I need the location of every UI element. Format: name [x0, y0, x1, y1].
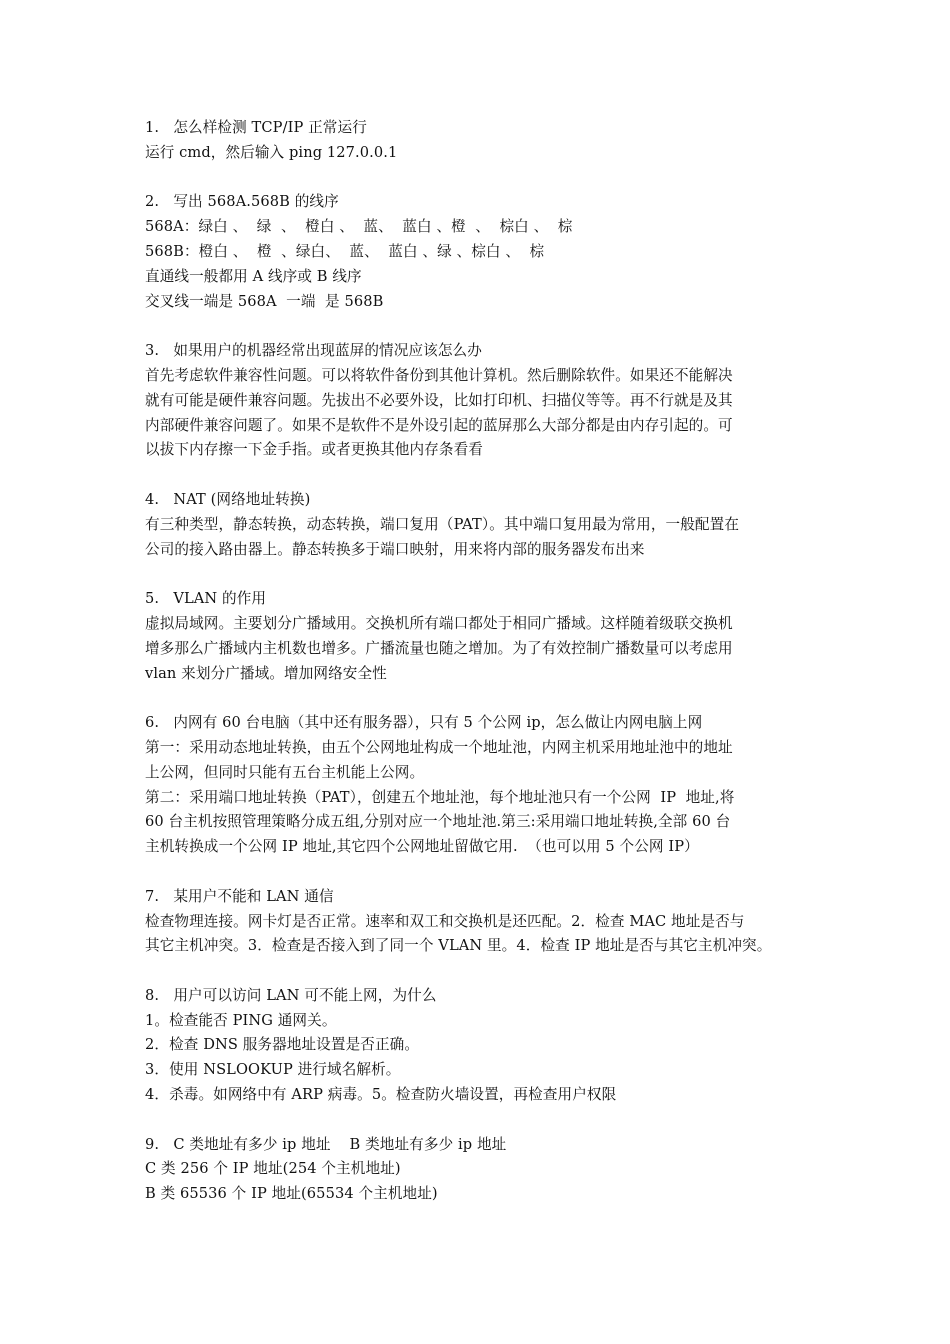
- answer-line: 公司的接入路由器上。静态转换多于端口映射，用来将内部的服务器发布出来: [145, 540, 645, 558]
- answer-line: 上公网，但同时只能有五台主机能上公网。: [145, 763, 425, 781]
- answer-line: 以拔下内存擦一下金手指。或者更换其他内存条看看: [145, 441, 483, 459]
- answer-line: 3．使用 NSLOOKUP 进行域名解析。: [145, 1061, 401, 1079]
- question-heading: 2. 写出 568A.568B 的线序: [145, 193, 339, 211]
- answer-line: 交叉线一端是 568A 一端 是 568B: [145, 292, 384, 310]
- qa-section-4: [145, 488, 810, 562]
- qa-section-1: [145, 116, 810, 166]
- qa-section-8: [145, 984, 810, 1108]
- answer-line: 直通线一般都用 A 线序或 B 线序: [145, 267, 362, 285]
- answer-line: 首先考虑软件兼容性问题。可以将软件备份到其他计算机。然后删除软件。如果还不能解决: [145, 366, 733, 384]
- qa-section-7: [145, 885, 810, 959]
- question-heading: 8. 用户可以访问 LAN 可不能上网，为什么: [145, 986, 437, 1004]
- question-heading: 4. NAT (网络地址转换): [145, 490, 311, 508]
- question-heading: 3. 如果用户的机器经常出现蓝屏的情况应该怎么办: [145, 342, 482, 360]
- answer-line: B 类 65536 个 IP 地址(65534 个主机地址): [145, 1185, 438, 1203]
- qa-section-3: [145, 339, 810, 463]
- answer-line: vlan 来划分广播域。增加网络安全性: [145, 664, 387, 682]
- answer-line: 主机转换成一个公网 IP 地址,其它四个公网地址留做它用. （也可以用 5 个公网 IP）: [145, 838, 699, 856]
- answer-line: 第二：采用端口地址转换（PAT），创建五个地址池，每个地址池只有一个公网 IP 地址,将: [145, 788, 735, 806]
- answer-line: 有三种类型，静态转换，动态转换，端口复用（PAT）。其中端口复用最为常用，一般配置在: [145, 515, 740, 533]
- question-heading: 7. 某用户不能和 LAN 通信: [145, 887, 334, 905]
- answer-line: 运行 cmd，然后输入 ping 127.0.0.1: [145, 143, 398, 161]
- answer-line: 增多那么广播域内主机数也增多。广播流量也随之增加。为了有效控制广播数量可以考虑用: [145, 639, 733, 657]
- answer-line: C 类 256 个 IP 地址(254 个主机地址): [145, 1160, 401, 1178]
- question-heading: 6. 内网有 60 台电脑（其中还有服务器），只有 5 个公网 ip，怎么做让内网电脑上网: [145, 714, 703, 732]
- answer-line: 就有可能是硬件兼容问题。先拔出不必要外设，比如打印机、扫描仪等等。再不行就是及其: [145, 391, 733, 409]
- answer-line: 虚拟局域网。主要划分广播域用。交换机所有端口都处于相同广播域。这样随着级联交换机: [145, 614, 733, 632]
- answer-line: 第一：采用动态地址转换，由五个公网地址构成一个地址池，内网主机采用地址池中的地址: [145, 738, 733, 756]
- answer-line: 568B：橙白 、 橙 、绿白、 蓝、 蓝白 、绿 、棕白 、 棕: [145, 242, 545, 260]
- qa-section-5: [145, 587, 810, 686]
- document-page: [145, 116, 810, 1232]
- answer-line: 60 台主机按照管理策略分成五组,分别对应一个地址池.第三:采用端口地址转换,全部 60 台: [145, 813, 731, 831]
- qa-section-6: [145, 711, 810, 860]
- answer-line: 其它主机冲突。3．检查是否接入到了同一个 VLAN 里。4．检查 IP 地址是否与其它主机冲突。: [145, 937, 772, 955]
- answer-line: 内部硬件兼容问题了。如果不是软件不是外设引起的蓝屏那么大部分都是由内存引起的。可: [145, 416, 733, 434]
- answer-line: 1。检查能否 PING 通网关。: [145, 1011, 337, 1029]
- qa-section-2: [145, 190, 810, 314]
- question-heading: 5. VLAN 的作用: [145, 590, 267, 608]
- answer-line: 2．检查 DNS 服务器地址设置是否正确。: [145, 1036, 420, 1054]
- question-heading: 9. C 类地址有多少 ip 地址 B 类地址有多少 ip 地址: [145, 1135, 507, 1153]
- answer-line: 4．杀毒。如网络中有 ARP 病毒。5。检查防火墙设置，再检查用户权限: [145, 1086, 617, 1104]
- answer-line: 568A：绿白 、 绿 、 橙白 、 蓝、 蓝白 、橙 、 棕白 、 棕: [145, 218, 573, 236]
- question-heading: 1. 怎么样检测 TCP/IP 正常运行: [145, 119, 367, 136]
- answer-line: 检查物理连接。网卡灯是否正常。速率和双工和交换机是还匹配。2．检查 MAC 地址是否与: [145, 912, 745, 930]
- qa-section-9: [145, 1133, 810, 1207]
